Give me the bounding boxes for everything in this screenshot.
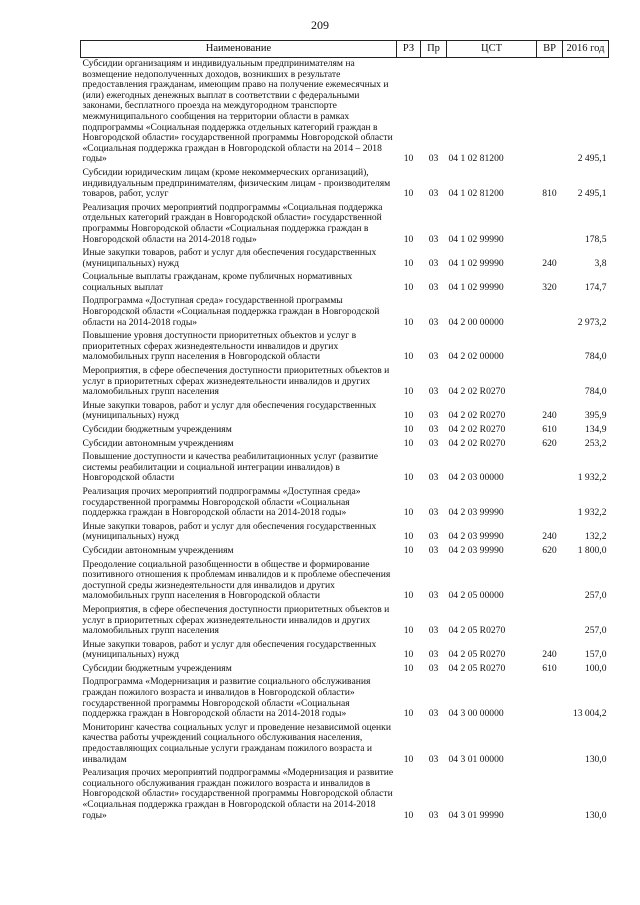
cell-pr: 03 <box>428 662 439 674</box>
cell-vr: 240 <box>542 649 557 661</box>
cell-amount: 157,0 <box>584 649 607 661</box>
cell-amount: 134,9 <box>584 424 607 435</box>
budget-table <box>80 40 609 823</box>
cell-vr <box>537 451 563 486</box>
table-row <box>81 521 609 545</box>
cell-rz: 10 <box>403 437 414 449</box>
cell-rz: 10 <box>403 153 414 165</box>
cell-vr: 610 <box>542 424 557 435</box>
cell-rz: 10 <box>403 507 414 519</box>
cell-rz: 10 <box>403 531 414 543</box>
cell-name: Субсидии бюджетным учреждениям <box>82 662 232 674</box>
cell-amount: 3,8 <box>594 257 607 269</box>
cell-cst: 04 2 03 00000 <box>448 472 504 484</box>
cell-amount: 784,0 <box>584 351 607 363</box>
table-row <box>81 486 609 521</box>
cell-pr: 03 <box>428 753 439 765</box>
cell-name: Подпрограмма «Модернизация и развитие социального обслуживания граждан пожилого возраста и инвалидов в Новгородской области» государственной программы Новгородской области «Социальная поддержка граждан в Новгородской области на 2014-2018 годы» <box>82 676 371 720</box>
cell-pr: 03 <box>428 708 439 720</box>
cell-vr <box>537 295 563 330</box>
cell-amount: 174,7 <box>584 281 607 293</box>
cell-vr: 240 <box>542 257 557 269</box>
cell-vr <box>537 58 563 167</box>
cell-cst: 04 1 02 81200 <box>448 153 504 165</box>
cell-rz: 10 <box>403 351 414 363</box>
cell-rz: 10 <box>403 625 414 637</box>
header-vr: ВР <box>537 41 563 58</box>
cell-vr: 620 <box>542 437 557 449</box>
cell-rz: 10 <box>403 809 414 821</box>
cell-cst: 04 2 02 R0270 <box>448 424 506 435</box>
cell-pr: 03 <box>428 257 439 269</box>
header-cst: ЦСТ <box>447 41 537 58</box>
cell-rz: 10 <box>403 410 414 422</box>
cell-name: Повышение доступности и качества реабилитационных услуг (развитие системы реабилитации и социальной интеграции инвалидов) в Новгородской области <box>82 451 379 484</box>
cell-pr: 03 <box>428 386 439 398</box>
cell-amount: 257,0 <box>584 625 607 637</box>
cell-pr: 03 <box>428 625 439 637</box>
cell-cst: 04 2 00 00000 <box>448 316 504 328</box>
cell-amount: 13 004,2 <box>572 708 607 720</box>
table-row <box>81 663 609 677</box>
cell-rz: 10 <box>403 233 414 245</box>
cell-amount: 1 800,0 <box>577 544 607 556</box>
cell-rz: 10 <box>403 708 414 720</box>
page-number: 209 <box>311 18 329 32</box>
table-row <box>81 676 609 721</box>
cell-rz: 10 <box>403 753 414 765</box>
cell-name: Реализация прочих мероприятий подпрограммы «Модернизация и развитие социального обслуживания граждан пожилого возраста и инвалидов в Новгородской области» государственной программы Новгородской области «Социальная поддержка граждан в Новгородской области на 2014-2018 годы» <box>82 767 394 821</box>
cell-amount: 130,0 <box>584 809 607 821</box>
table-row <box>81 438 609 452</box>
cell-pr: 03 <box>428 316 439 328</box>
cell-pr: 03 <box>428 351 439 363</box>
cell-cst: 04 1 02 99990 <box>448 233 504 245</box>
cell-rz: 10 <box>403 257 414 269</box>
cell-name: Иные закупки товаров, работ и услуг для обеспечения государственных (муниципальных) нужд <box>82 247 377 269</box>
cell-name: Мероприятия, в сфере обеспечения доступности приоритетных объектов и услуг в приоритетных сферах жизнедеятельности инвалидов и других маломобильных групп населения <box>82 365 390 398</box>
cell-cst: 04 2 03 99990 <box>448 507 504 519</box>
cell-vr <box>537 330 563 365</box>
table-row <box>81 295 609 330</box>
table-row <box>81 330 609 365</box>
cell-rz: 10 <box>403 281 414 293</box>
cell-amount: 130,0 <box>584 753 607 765</box>
cell-pr: 03 <box>428 410 439 422</box>
table-row <box>81 202 609 247</box>
cell-pr: 03 <box>428 507 439 519</box>
table-body <box>81 58 609 824</box>
cell-vr <box>537 722 563 767</box>
cell-amount: 2 495,1 <box>577 153 607 165</box>
table-row <box>81 58 609 167</box>
cell-pr: 03 <box>428 153 439 165</box>
table-row <box>81 451 609 486</box>
cell-amount: 100,0 <box>584 662 607 674</box>
cell-rz: 10 <box>403 472 414 484</box>
table-row <box>81 365 609 400</box>
cell-pr: 03 <box>428 590 439 602</box>
cell-pr: 03 <box>428 649 439 661</box>
cell-cst: 04 2 03 99990 <box>448 544 504 556</box>
cell-vr <box>537 559 563 604</box>
cell-amount: 2 973,2 <box>577 316 607 328</box>
cell-name: Мероприятия, в сфере обеспечения доступности приоритетных объектов и услуг в приоритетных сферах жизнедеятельности инвалидов и других маломобильных групп населения <box>82 603 390 637</box>
cell-vr: 240 <box>542 531 557 543</box>
cell-vr: 320 <box>542 281 557 293</box>
cell-name: Преодоление социальной разобщенности в обществе и формирование позитивного отношения к проблемам инвалидов и к проблеме обеспечения доступной среды жизнедеятельности для инвалидов и других маломобильных групп населения в Новгородской области <box>82 558 391 602</box>
cell-name: Реализация прочих мероприятий подпрограммы «Социальная поддержка отдельных категорий граждан в Новгородской области» государственной программы Новгородской области «Социальная поддержка граждан в Новгородской области на 2014-2018 годы» <box>82 201 383 245</box>
cell-cst: 04 3 01 00000 <box>448 753 504 765</box>
cell-name: Субсидии автономным учреждениям <box>82 544 234 556</box>
cell-vr: 620 <box>542 544 557 556</box>
cell-name: Иные закупки товаров, работ и услуг для обеспечения государственных (муниципальных) нужд <box>82 399 377 422</box>
cell-rz: 10 <box>403 316 414 328</box>
cell-pr: 03 <box>428 544 439 556</box>
cell-vr <box>537 202 563 247</box>
cell-pr: 03 <box>428 531 439 543</box>
cell-amount: 1 932,2 <box>577 507 607 519</box>
cell-amount: 253,2 <box>584 437 607 449</box>
cell-cst: 04 1 02 99990 <box>448 257 504 269</box>
cell-cst: 04 2 02 00000 <box>448 351 504 363</box>
header-pr: Пр <box>421 41 447 58</box>
table-row <box>81 424 609 438</box>
header-rz: РЗ <box>397 41 421 58</box>
cell-name: Подпрограмма «Доступная среда» государственной программы Новгородской области «Социальная поддержка граждан в Новгородской области на 2014-2018 годы» <box>82 295 380 328</box>
cell-cst: 04 3 01 99990 <box>448 809 504 821</box>
cell-cst: 04 2 03 99990 <box>448 531 504 543</box>
cell-name: Иные закупки товаров, работ и услуг для обеспечения государственных (муниципальных) нужд <box>82 520 377 543</box>
cell-amount: 2 495,1 <box>577 188 607 200</box>
cell-rz: 10 <box>403 662 414 674</box>
cell-name: Иные закупки товаров, работ и услуг для обеспечения государственных (муниципальных) нужд <box>82 638 377 661</box>
cell-name: Социальные выплаты гражданам, кроме публичных нормативных социальных выплат <box>82 271 353 293</box>
cell-cst: 04 2 02 R0270 <box>448 437 506 449</box>
cell-name: Субсидии бюджетным учреждениям <box>82 424 232 435</box>
cell-name: Субсидии юридическим лицам (кроме некоммерческих организаций), индивидуальным предпринимателям, физическим лицам - производителям товаров, работ, услуг <box>82 166 391 200</box>
table-row <box>81 400 609 424</box>
cell-rz: 10 <box>403 649 414 661</box>
table-row <box>81 639 609 663</box>
cell-pr: 03 <box>428 437 439 449</box>
table-row <box>81 559 609 604</box>
cell-name: Субсидии организациям и индивидуальным предпринимателям на возмещение недополученных доходов, возникших в результате предоставления гражданам, имеющим право на получение ежемесячных и (или) ежегодных денежных выплат в соответствии с федеральными законами, бесплатного проезда на междугородном транспорте межмуниципального сообщения на территории области в рамках подпрограммы «Социальная поддержка отдельных категорий граждан в Новгородской области» государственной программы Новгородской области «Социальная поддержка граждан в Новгородской области на 2014 – 2018 годы» <box>82 58 393 165</box>
cell-vr: 240 <box>542 410 557 422</box>
cell-vr <box>537 676 563 721</box>
cell-cst: 04 3 00 00000 <box>448 708 504 720</box>
table-row <box>81 722 609 767</box>
header-name: Наименование <box>81 41 397 58</box>
cell-cst: 04 1 02 81200 <box>448 188 504 200</box>
table-row <box>81 767 609 823</box>
cell-rz: 10 <box>403 590 414 602</box>
table-header <box>81 41 609 58</box>
cell-amount: 257,0 <box>584 590 607 602</box>
cell-vr <box>537 486 563 521</box>
cell-cst: 04 2 02 R0270 <box>448 410 506 422</box>
cell-amount: 178,5 <box>584 233 607 245</box>
cell-name: Мониторинг качества социальных услуг и проведение независимой оценки качества работы учреждений социального обслуживания населения, предоставляющих социальные услуги гражданам пожилого возраста и инвалидам <box>82 721 391 765</box>
cell-vr: 610 <box>542 662 557 674</box>
cell-pr: 03 <box>428 809 439 821</box>
cell-rz: 10 <box>403 386 414 398</box>
cell-rz: 10 <box>403 424 414 435</box>
cell-name: Реализация прочих мероприятий подпрограммы «Доступная среда» государственной программы Новгородской области «Социальная поддержка граждан в Новгородской области на 2014-2018 годы» <box>82 485 361 519</box>
cell-cst: 04 2 05 R0270 <box>448 625 506 637</box>
cell-amount: 132,2 <box>584 531 607 543</box>
cell-rz: 10 <box>403 188 414 200</box>
table-row <box>81 247 609 271</box>
cell-amount: 395,9 <box>584 410 607 422</box>
cell-vr: 810 <box>542 188 557 200</box>
cell-vr <box>537 604 563 639</box>
cell-pr: 03 <box>428 233 439 245</box>
cell-amount: 784,0 <box>584 386 607 398</box>
table-row <box>81 545 609 559</box>
cell-cst: 04 2 05 R0270 <box>448 662 506 674</box>
header-amount: 2016 год <box>563 41 609 58</box>
table-row <box>81 167 609 202</box>
table-row <box>81 604 609 639</box>
cell-pr: 03 <box>428 424 439 435</box>
cell-name: Субсидии автономным учреждениям <box>82 437 234 449</box>
cell-cst: 04 2 02 R0270 <box>448 386 506 398</box>
cell-pr: 03 <box>428 281 439 293</box>
cell-rz: 10 <box>403 544 414 556</box>
cell-pr: 03 <box>428 472 439 484</box>
cell-cst: 04 1 02 99990 <box>448 281 504 293</box>
cell-name: Повышение уровня доступности приоритетных объектов и услуг в приоритетных сферах жизнедеятельности инвалидов и других маломобильных групп населения в Новгородской области <box>82 330 357 363</box>
cell-pr: 03 <box>428 188 439 200</box>
cell-vr <box>537 767 563 823</box>
cell-vr <box>537 365 563 400</box>
cell-amount: 1 932,2 <box>577 472 607 484</box>
cell-cst: 04 2 05 R0270 <box>448 649 506 661</box>
cell-cst: 04 2 05 00000 <box>448 590 504 602</box>
table-row <box>81 271 609 295</box>
